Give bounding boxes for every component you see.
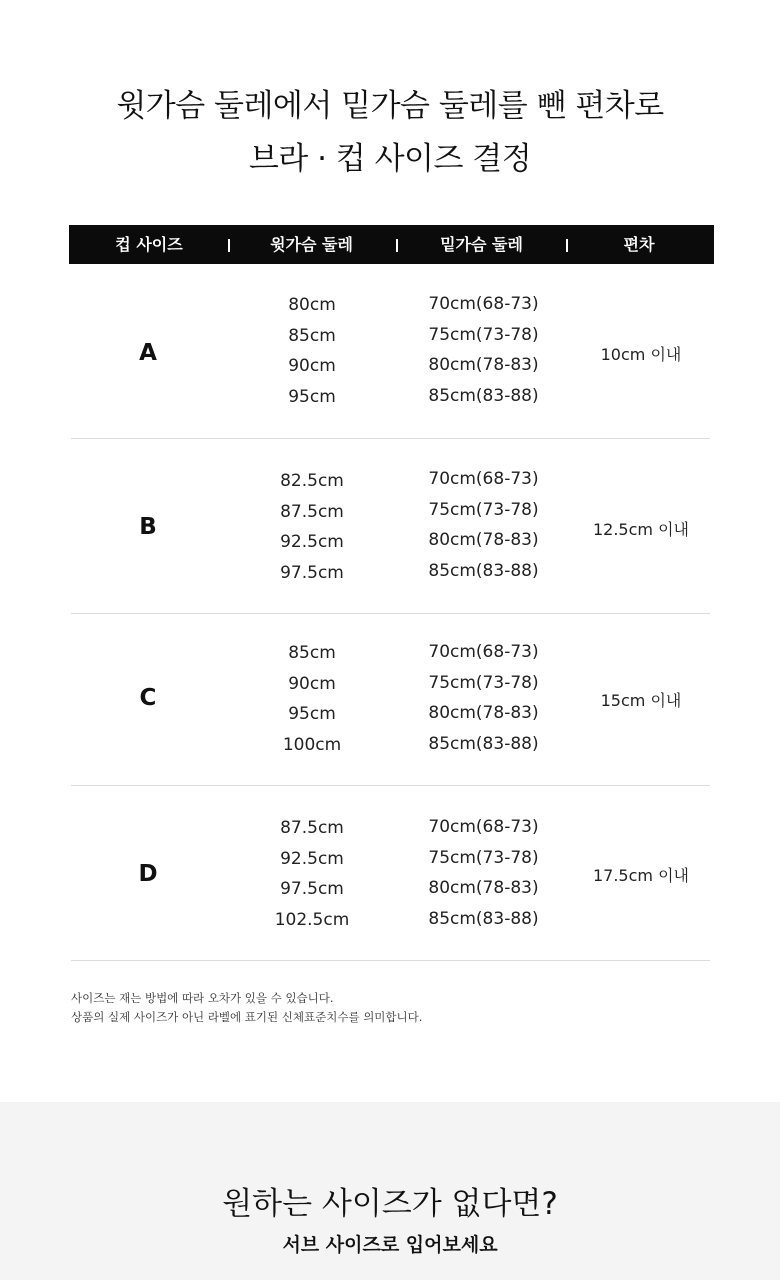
under-bust-value: 85cm(83-88)	[428, 733, 539, 754]
deviation-value: 15cm 이내	[600, 691, 682, 710]
upper-bust-value: 85cm	[288, 643, 336, 663]
under-bust-values	[401, 289, 566, 411]
table-row	[71, 638, 710, 786]
under-bust-value: 70cm(68-73)	[428, 469, 539, 489]
upper-bust-value: 90cm	[288, 356, 336, 376]
cup-size-label: D	[138, 861, 158, 887]
upper-bust-values	[241, 466, 383, 588]
upper-bust-values	[241, 638, 383, 760]
under-bust-value: 85cm(83-88)	[428, 908, 539, 929]
upper-bust-values	[241, 290, 383, 412]
title-line-2: 브라 · 컵 사이즈 결정	[248, 141, 532, 177]
cup-size-label: A	[139, 340, 157, 366]
upper-bust-value: 82.5cm	[280, 471, 344, 491]
note-line: 상품의 실제 사이즈가 아닌 라벨에 표기된 신체표준치수를 의미합니다.	[71, 1010, 423, 1024]
header-separator	[566, 239, 568, 252]
cup-size-label: C	[139, 685, 157, 711]
upper-bust-value: 87.5cm	[280, 501, 344, 522]
deviation-value: 17.5cm 이내	[592, 866, 689, 885]
banner-subline: 서브 사이즈로 입어보세요	[282, 1234, 498, 1256]
banner-headline: 원하는 사이즈가 없다면?	[222, 1186, 558, 1222]
under-bust-values	[401, 812, 566, 934]
table-row	[71, 466, 710, 614]
row-divider	[71, 960, 710, 961]
upper-bust-value: 95cm	[288, 386, 336, 407]
upper-bust-value: 80cm	[288, 295, 336, 315]
under-bust-values	[401, 464, 566, 586]
header-under-bust: 밑가슴 둘레	[440, 235, 523, 254]
under-bust-value: 85cm(83-88)	[428, 385, 539, 406]
deviation-value: 10cm 이내	[600, 345, 682, 364]
table-row	[71, 290, 710, 438]
upper-bust-value: 97.5cm	[280, 879, 344, 899]
under-bust-value: 75cm(73-78)	[428, 672, 539, 693]
upper-bust-value: 100cm	[282, 734, 342, 755]
upper-bust-value: 87.5cm	[280, 818, 344, 838]
header-deviation: 편차	[623, 235, 655, 254]
under-bust-value: 80cm(78-83)	[428, 878, 539, 898]
row-divider	[71, 438, 710, 439]
under-bust-value: 70cm(68-73)	[428, 817, 539, 837]
upper-bust-value: 90cm	[288, 673, 336, 694]
sub-size-banner	[0, 1102, 780, 1280]
under-bust-value: 80cm(78-83)	[428, 530, 539, 550]
size-notes	[71, 989, 422, 1027]
header-upper-bust: 윗가슴 둘레	[270, 235, 353, 254]
row-divider	[71, 613, 710, 614]
header-separator	[396, 239, 398, 252]
under-bust-values	[401, 637, 566, 759]
under-bust-value: 85cm(83-88)	[428, 560, 539, 581]
size-table-header	[69, 225, 714, 264]
under-bust-value: 75cm(73-78)	[428, 499, 539, 520]
under-bust-value: 75cm(73-78)	[428, 324, 539, 345]
under-bust-value: 80cm(78-83)	[428, 355, 539, 375]
deviation-value: 12.5cm 이내	[592, 520, 689, 539]
upper-bust-value: 92.5cm	[280, 848, 344, 869]
table-row	[71, 813, 710, 961]
upper-bust-value: 97.5cm	[280, 562, 344, 583]
note-line: 사이즈는 재는 방법에 따라 오차가 있을 수 있습니다.	[71, 991, 334, 1005]
page-title	[0, 80, 780, 186]
under-bust-value: 70cm(68-73)	[428, 642, 539, 662]
upper-bust-value: 102.5cm	[274, 909, 350, 930]
upper-bust-value: 95cm	[288, 704, 336, 724]
cup-size-label: B	[139, 514, 157, 540]
upper-bust-values	[241, 813, 383, 935]
under-bust-value: 75cm(73-78)	[428, 847, 539, 868]
under-bust-value: 70cm(68-73)	[428, 294, 539, 314]
upper-bust-value: 92.5cm	[280, 532, 344, 552]
upper-bust-value: 85cm	[288, 325, 336, 346]
title-line-1: 윗가슴 둘레에서 밑가슴 둘레를 뺀 편차로	[116, 88, 664, 124]
header-cup-size: 컵 사이즈	[115, 235, 183, 254]
row-divider	[71, 785, 710, 786]
under-bust-value: 80cm(78-83)	[428, 703, 539, 723]
